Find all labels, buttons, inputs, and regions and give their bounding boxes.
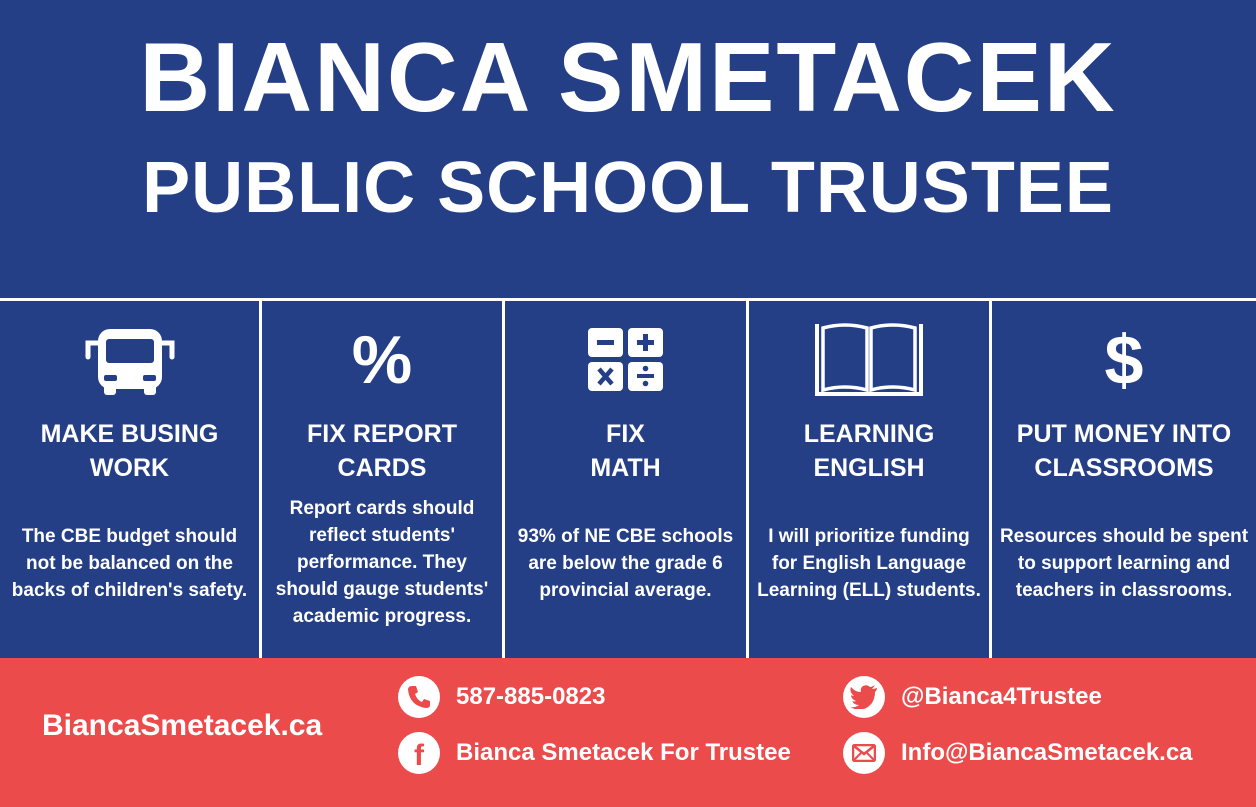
platform-heading: LEARNING ENGLISH: [803, 420, 935, 482]
column-divider: [746, 301, 749, 658]
platform-heading: FIX MATH: [590, 420, 661, 482]
twitter-contact[interactable]: [843, 676, 1102, 718]
website-link[interactable]: BiancaSmetacek.ca: [42, 709, 323, 742]
column-divider: [259, 301, 262, 658]
open-book-icon: [749, 315, 989, 405]
facebook-contact[interactable]: [398, 732, 791, 774]
platform-heading: PUT MONEY INTO CLASSROOMS: [1016, 420, 1232, 482]
platform-section: [0, 301, 1256, 658]
phone-icon: [398, 676, 440, 718]
email-address: Info@BiancaSmetacek.ca: [901, 739, 1193, 766]
platform-item-report-cards: [262, 301, 502, 658]
column-divider: [989, 301, 992, 658]
platform-body: I will prioritize funding for English Language Learning (ELL) students.: [757, 526, 981, 601]
column-divider: [502, 301, 505, 658]
twitter-handle: @Bianca4Trustee: [901, 683, 1102, 710]
footer-panel: [0, 658, 1256, 807]
phone-contact[interactable]: [398, 676, 605, 718]
platform-body: Resources should be spent to support learning and teachers in classrooms.: [999, 526, 1249, 601]
platform-item-math: [505, 301, 746, 658]
platform-body: 93% of NE CBE schools are below the grade 6 provincial average.: [517, 526, 734, 601]
platform-item-busing: [0, 301, 259, 658]
calculator-icon: [505, 315, 746, 405]
platform-body: Report cards should reflect students' performance. They should gauge students' academic progress.: [275, 498, 489, 627]
envelope-icon: [843, 732, 885, 774]
twitter-icon: [843, 676, 885, 718]
platform-heading: MAKE BUSING WORK: [40, 420, 219, 482]
phone-number: 587-885-0823: [456, 683, 606, 710]
platform-item-classrooms: [992, 301, 1256, 658]
facebook-icon: f: [398, 732, 440, 774]
facebook-name: Bianca Smetacek For Trustee: [456, 739, 791, 766]
candidate-name: BIANCA SMETACEK: [139, 22, 1117, 132]
platform-heading: FIX REPORT CARDS: [306, 420, 457, 482]
bus-icon: [0, 315, 259, 405]
candidate-role: PUBLIC SCHOOL TRUSTEE: [142, 148, 1114, 228]
header-panel: [0, 0, 1256, 300]
platform-body: The CBE budget should not be balanced on the backs of children's safety.: [11, 526, 248, 601]
dollar-icon: $: [1104, 321, 1144, 399]
percent-icon: %: [351, 322, 413, 398]
email-contact[interactable]: [843, 732, 1193, 774]
platform-item-english: [749, 301, 989, 658]
